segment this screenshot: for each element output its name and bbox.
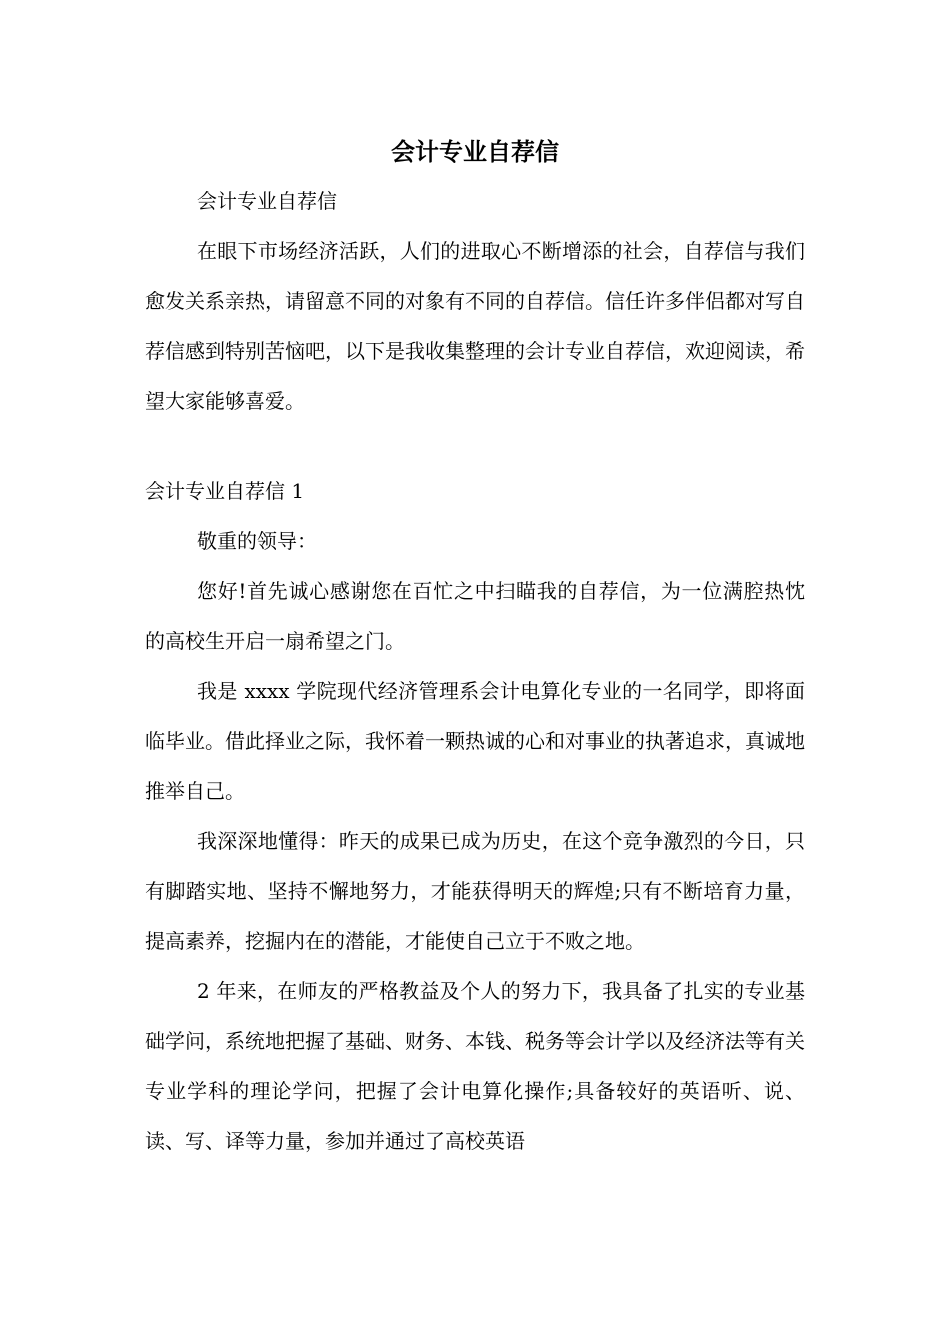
salutation: 敬重的领导： xyxy=(197,529,317,553)
paragraph-gap xyxy=(145,426,805,466)
subtitle-paragraph: 会计专业自荐信 xyxy=(197,189,337,213)
intro-paragraph: 在眼下市场经济活跃，人们的进取心不断增添的社会，自荐信与我们愈发关系亲热，请留意不同的对象有不同的自荐信。信任许多伴侣都对写自荐信感到特别苦恼吧，以下是我收集整理的会计专业自荐信，欢迎阅读，希望大家能够喜爱。 xyxy=(145,239,805,413)
study-summary-paragraph: 2 年来，在师友的严格教益及个人的努力下，我具备了扎实的专业基础学问，系统地把握了基础、财务、本钱、税务等会计学以及经济法等有关专业学科的理论学问，把握了会计电算化操作;具备较好的英语听、说、读、写、译等力量，参加并通过了高校英语 xyxy=(145,979,805,1153)
self-introduction-paragraph: 我是 xxxx 学院现代经济管理系会计电算化专业的一名同学，即将面临毕业。借此择业之际，我怀着一颗热诚的心和对事业的执著追求，真诚地推举自己。 xyxy=(145,679,805,803)
document-body xyxy=(145,176,805,1166)
understanding-paragraph: 我深深地懂得：昨天的成果已成为历史，在这个竞争激烈的今日，只有脚踏实地、坚持不懈地努力，才能获得明天的辉煌;只有不断培育力量，提高素养，挖掘内在的潜能，才能使自己立于不败之地。 xyxy=(145,829,805,953)
document-title: 会计专业自荐信 xyxy=(391,137,559,166)
greeting-paragraph: 您好!首先诚心感谢您在百忙之中扫瞄我的自荐信，为一位满腔热忱的高校生开启一扇希望之门。 xyxy=(145,579,805,653)
section-heading: 会计专业自荐信 1 xyxy=(145,479,305,503)
